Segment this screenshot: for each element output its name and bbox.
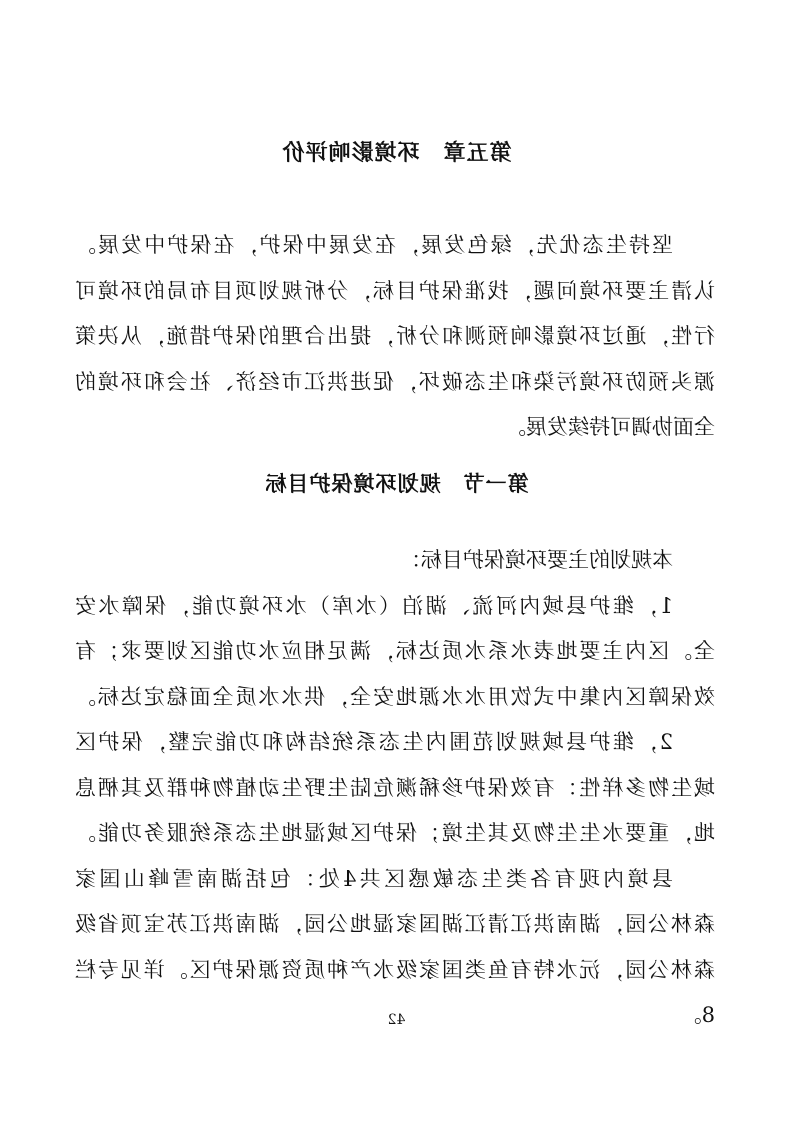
text-line: 坚持生态优先，绿色发展，在发展中保护，在保护中发展。 bbox=[75, 233, 673, 257]
section-title: 第一节 规划环境保护目标 bbox=[264, 472, 529, 496]
text-line: 域生物多样性：有效保护珍稀濒危陆生野生动植物种群及其栖息 bbox=[75, 775, 715, 800]
intro-paragraph bbox=[75, 223, 715, 451]
text-line: 地，重要水生生物及其生境；保护区域湿地生态系统服务功能。 bbox=[75, 821, 715, 845]
text-line: 源头预防环境污染和生态破坏，促进洪江市经济、社会和环境的 bbox=[75, 369, 715, 394]
text-line: 森林公园，湖南洪江清江湖国家湿地公园，湖南洪江苏宝顶省级 bbox=[75, 912, 715, 936]
text-line: 效保障区内集中式饮用水水源地安全，供水水质全面稳定达标。 bbox=[75, 684, 715, 709]
text-line: 森林公园，沅水特有鱼类国家级水产种质资源保护区。详见专栏 bbox=[75, 957, 715, 982]
text-line: 县境内现有各类生态敏感区共4处：包括湖南雪峰山国家 bbox=[75, 866, 673, 891]
text-line: 认清主要环境问题，找准保护目标，分析规划项目布局的环境可 bbox=[75, 278, 715, 303]
text-line: 行性，通过环境影响预测和分析，提出合理的保护措施，从决策 bbox=[75, 324, 715, 348]
text-line: 全。区内主要地表水系水质达标，满足相应水功能区划要求；有 bbox=[75, 639, 715, 663]
section-body bbox=[75, 538, 715, 1039]
text-line: 全面协调可持续发展。 bbox=[505, 415, 715, 439]
chapter-title: 第五章 环境影响评价 bbox=[281, 141, 512, 166]
text-line: 8。 bbox=[680, 1003, 715, 1027]
page-number: 42 bbox=[387, 1012, 406, 1028]
text-line: 本规划的主要环境保护目标： bbox=[400, 548, 673, 572]
text-line: 2，维护县域规划范围内生态系统结构和功能完整，保护区 bbox=[75, 730, 673, 754]
text-line: 1，维护县域内河流、湖泊（水库）水环境功能，保障水安 bbox=[75, 593, 673, 618]
